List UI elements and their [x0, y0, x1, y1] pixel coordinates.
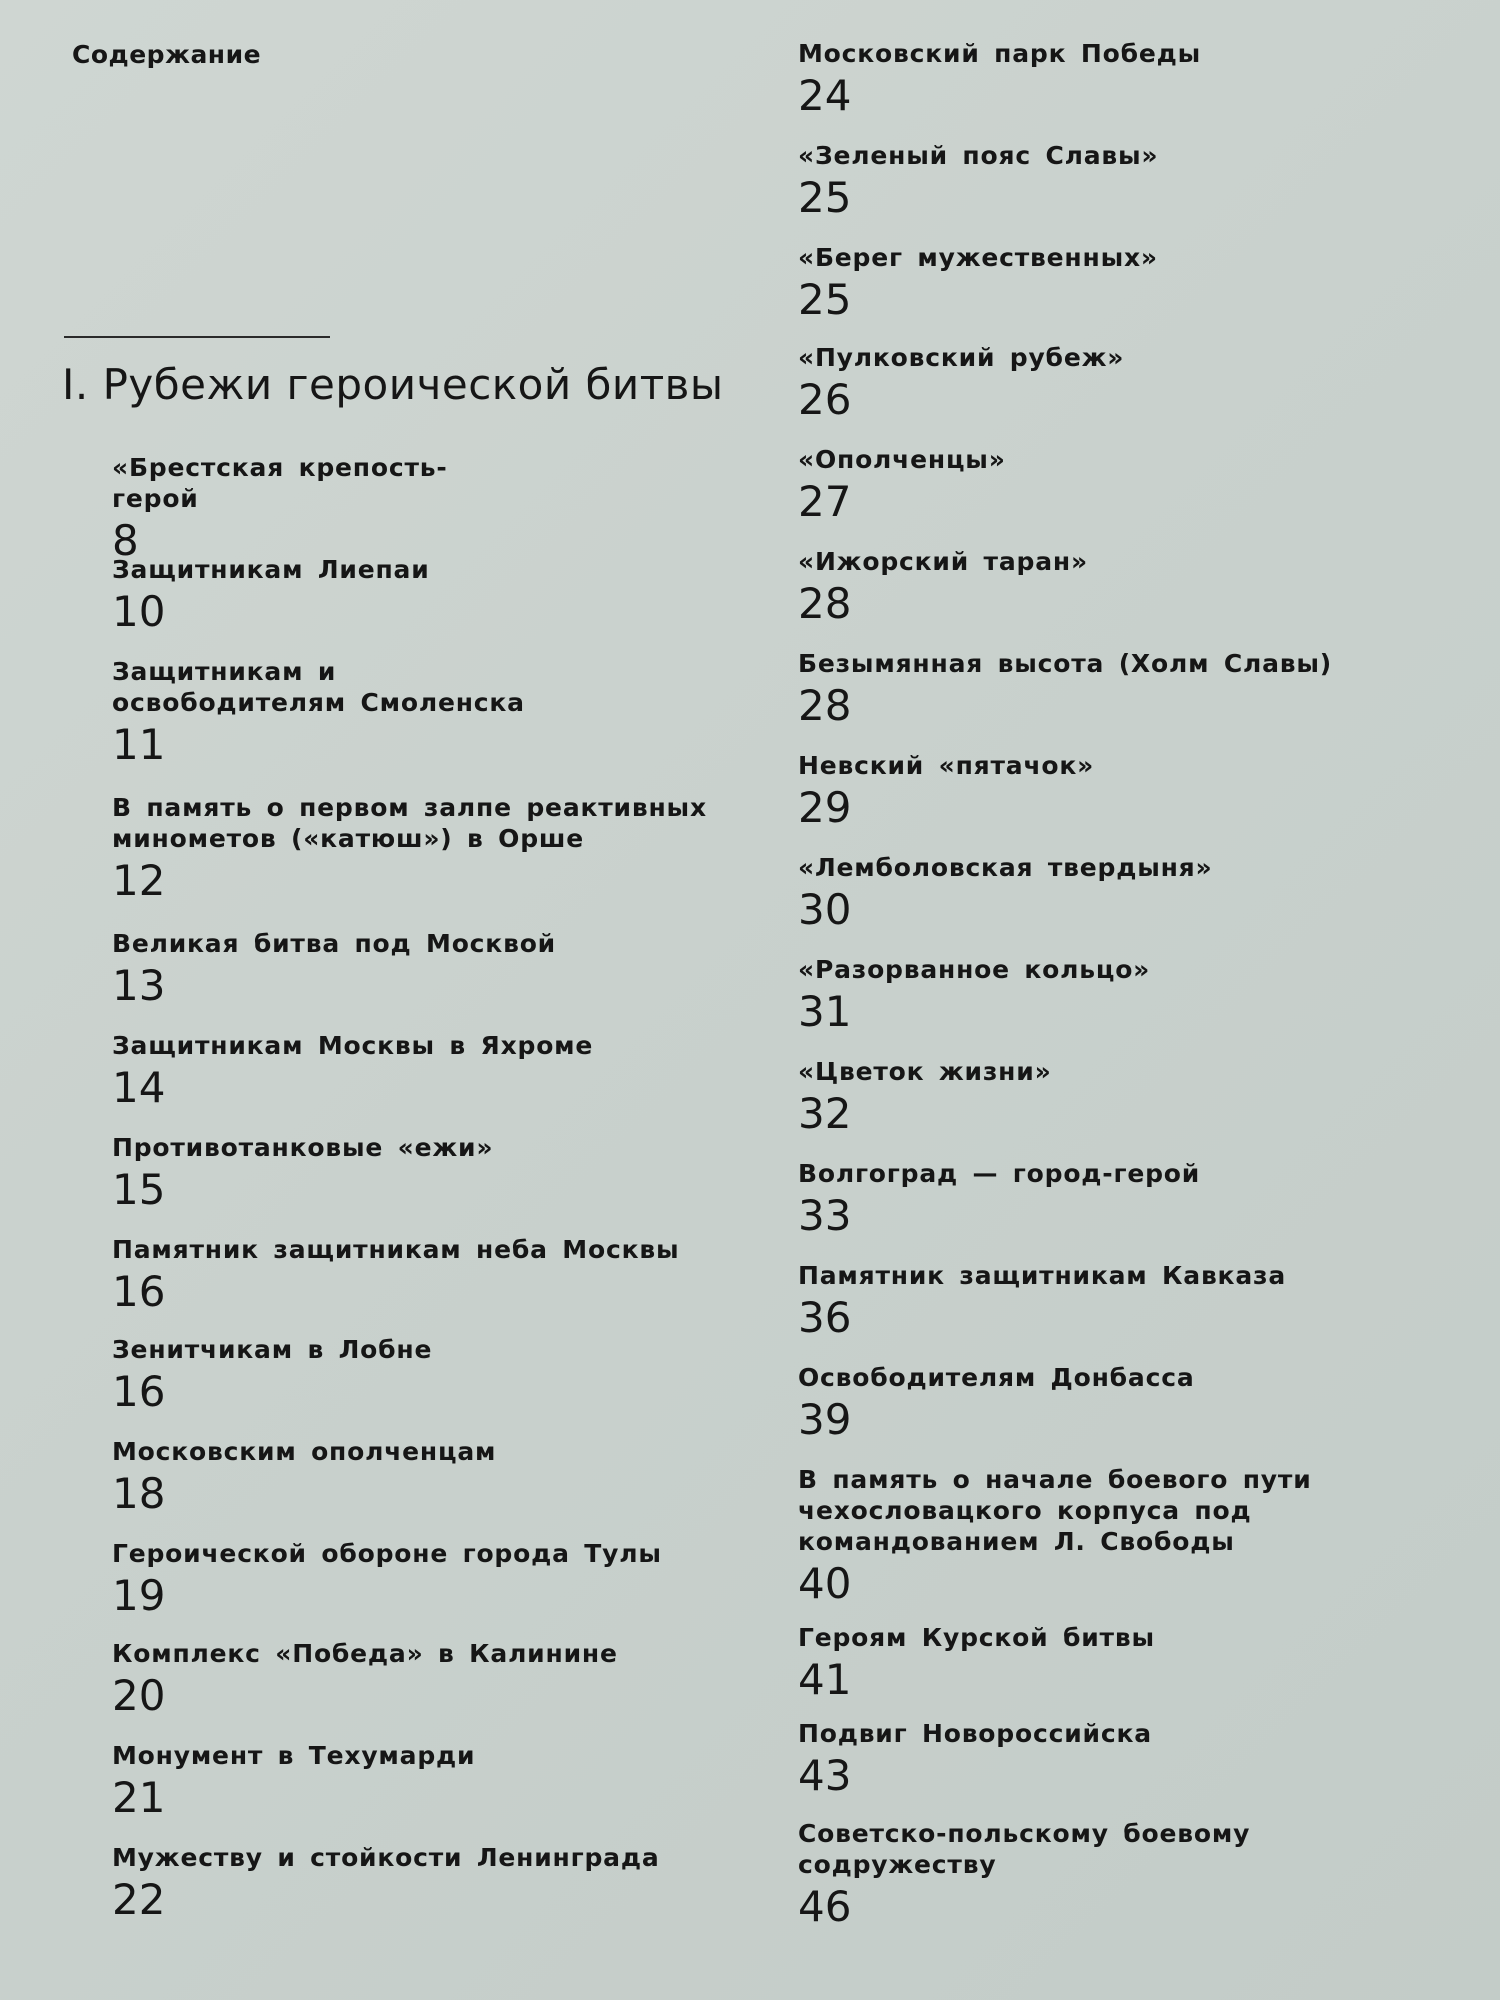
toc-entry-page: 28 [798, 681, 852, 730]
section-title: I. Рубежи героической битвы [62, 360, 724, 409]
toc-entry-title: Невский «пятачок» [798, 751, 1095, 780]
toc-entry-page: 41 [798, 1655, 852, 1704]
toc-entry-title: Памятник защитникам неба Москвы [112, 1235, 680, 1264]
toc-entry-title: Освободителям Донбасса [798, 1363, 1195, 1392]
toc-entry-title: Защитникам и освободителям Смоленска [112, 657, 525, 717]
toc-entry-page: 25 [798, 173, 852, 222]
toc-entry-page: 33 [798, 1191, 852, 1240]
toc-entry [112, 1132, 712, 1215]
toc-entry-page: 31 [798, 987, 852, 1036]
toc-entry-page: 36 [798, 1293, 852, 1342]
toc-entry-title: «Ижорский таран» [798, 547, 1088, 576]
toc-entry-page: 27 [798, 477, 852, 526]
toc-entry [798, 648, 1458, 731]
toc-entry [112, 1436, 712, 1519]
toc-entry [112, 928, 712, 1011]
toc-entry-title: Подвиг Новороссийска [798, 1719, 1152, 1748]
toc-entry [798, 1260, 1458, 1343]
toc-entry-title: «Разорванное кольцо» [798, 955, 1151, 984]
toc-entry [798, 140, 1458, 223]
toc-entry-page: 16 [112, 1367, 166, 1416]
toc-entry-page: 43 [798, 1751, 852, 1800]
toc-entry-title: Защитникам Москвы в Яхроме [112, 1031, 594, 1060]
toc-entry-page: 13 [112, 961, 166, 1010]
toc-entry-title: Героической обороне города Тулы [112, 1539, 662, 1568]
toc-entry-page: 26 [798, 375, 852, 424]
toc-entry [112, 792, 712, 906]
toc-entry [112, 1234, 712, 1317]
toc-entry-title: Мужеству и стойкости Ленинграда [112, 1843, 660, 1872]
toc-entry [798, 1622, 1458, 1705]
toc-entry [112, 1842, 712, 1925]
toc-entry-page: 20 [112, 1671, 166, 1720]
toc-entry [798, 750, 1458, 833]
toc-entry [798, 1158, 1458, 1241]
toc-entry-title: Памятник защитникам Кавказа [798, 1261, 1286, 1290]
toc-entry-page: 18 [112, 1469, 166, 1518]
toc-entry-page: 10 [112, 587, 166, 636]
toc-entry-page: 16 [112, 1267, 166, 1316]
toc-entry-page: 12 [112, 856, 166, 905]
toc-entry-page: 14 [112, 1063, 166, 1112]
toc-entry-title: Московский парк Победы [798, 39, 1201, 68]
toc-entry-title: «Ополченцы» [798, 445, 1006, 474]
toc-entry-title: «Брестская крепость-герой [112, 453, 448, 513]
toc-entry [798, 1818, 1288, 1932]
toc-entry [798, 342, 1458, 425]
toc-entry [798, 1464, 1318, 1609]
toc-entry-title: Зенитчикам в Лобне [112, 1335, 433, 1364]
toc-entry [112, 656, 572, 770]
toc-entry-page: 19 [112, 1571, 166, 1620]
toc-entry-page: 30 [798, 885, 852, 934]
toc-entry [112, 1538, 712, 1621]
toc-entry-page: 15 [112, 1165, 166, 1214]
toc-entry-page: 24 [798, 71, 852, 120]
toc-entry [112, 1638, 712, 1721]
toc-entry-page: 39 [798, 1395, 852, 1444]
toc-entry [798, 242, 1458, 325]
toc-entry-title: «Берег мужественных» [798, 243, 1158, 272]
toc-entry-title: «Зеленый пояс Славы» [798, 141, 1159, 170]
toc-entry-title: Великая битва под Москвой [112, 929, 556, 958]
toc-entry-title: Героям Курской битвы [798, 1623, 1155, 1652]
toc-entry-title: «Пулковский рубеж» [798, 343, 1125, 372]
toc-entry-page: 29 [798, 783, 852, 832]
toc-entry-title: В память о первом залпе реактивных минометов («катюш») в Орше [112, 793, 707, 853]
toc-entry [112, 1030, 712, 1113]
section-divider [64, 336, 330, 338]
toc-entry [112, 452, 522, 566]
toc-entry-page: 11 [112, 720, 166, 769]
toc-entry-title: «Лемболовская твердыня» [798, 853, 1213, 882]
toc-entry-page: 21 [112, 1773, 166, 1822]
toc-entry [798, 852, 1458, 935]
toc-entry [798, 954, 1458, 1037]
toc-entry-title: Московским ополченцам [112, 1437, 497, 1466]
toc-entry-page: 25 [798, 275, 852, 324]
toc-entry-page: 32 [798, 1089, 852, 1138]
toc-entry [798, 1056, 1458, 1139]
toc-entry-title: Комплекс «Победа» в Калинине [112, 1639, 618, 1668]
toc-entry-title: «Цветок жизни» [798, 1057, 1052, 1086]
toc-entry [798, 38, 1458, 121]
toc-entry-page: 28 [798, 579, 852, 628]
toc-entry [798, 1362, 1458, 1445]
page-heading: Содержание [72, 40, 262, 69]
toc-entry-title: В память о начале боевого пути чехословацкого корпуса под командованием Л. Свободы [798, 1465, 1312, 1556]
toc-entry-title: Противотанковые «ежи» [112, 1133, 494, 1162]
toc-entry [112, 1740, 712, 1823]
toc-entry-page: 22 [112, 1875, 166, 1924]
toc-entry-title: Волгоград — город-герой [798, 1159, 1201, 1188]
toc-entry-title: Защитникам Лиепаи [112, 555, 430, 584]
toc-entry [798, 546, 1458, 629]
toc-entry [112, 1334, 712, 1417]
toc-entry [798, 1718, 1458, 1801]
toc-entry-page: 8 [112, 516, 139, 565]
toc-entry-title: Монумент в Техумарди [112, 1741, 476, 1770]
toc-entry [798, 444, 1458, 527]
toc-entry-page: 46 [798, 1882, 852, 1931]
toc-entry-page: 40 [798, 1559, 852, 1608]
toc-entry [112, 554, 712, 637]
toc-entry-title: Советско-польскому боевому содружеству [798, 1819, 1251, 1879]
toc-entry-title: Безымянная высота (Холм Славы) [798, 649, 1332, 678]
